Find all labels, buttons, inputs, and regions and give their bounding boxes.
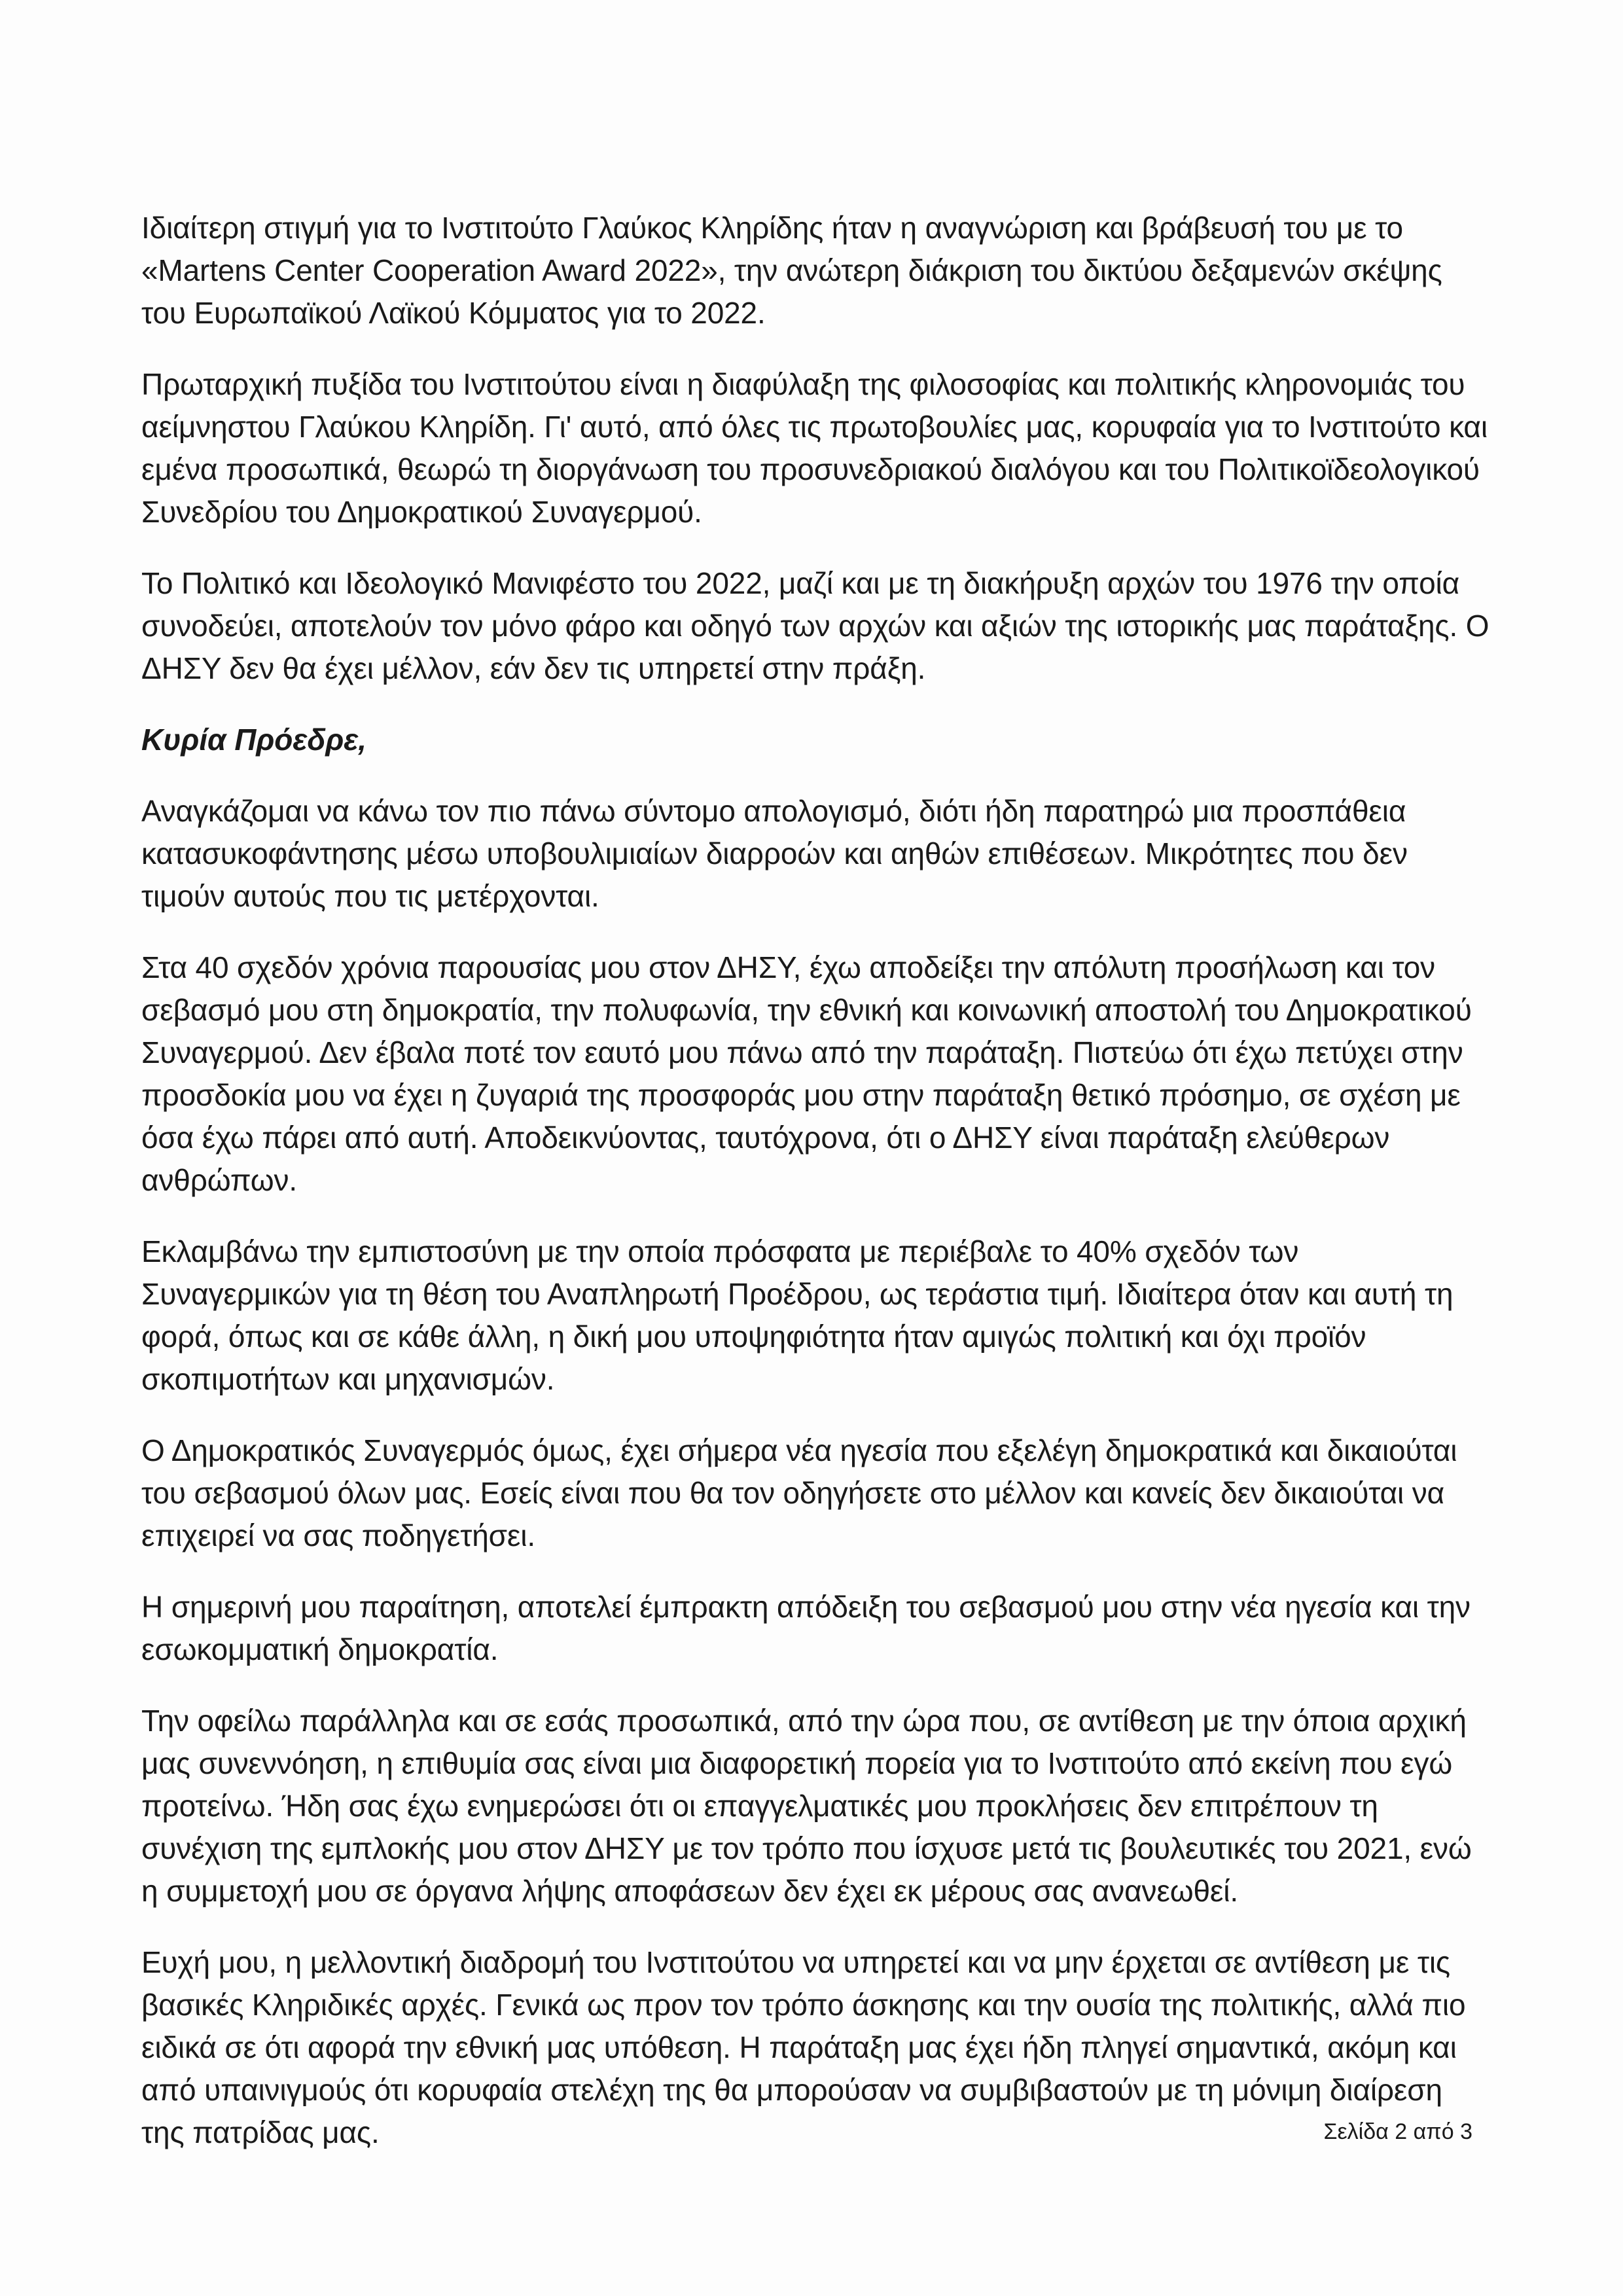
paragraph-resignation: Η σημερινή μου παραίτηση, αποτελεί έμπρακτη απόδειξη του σεβασμού μου στην νέα ηγεσία και την εσωκομματική δημοκρατία. — [141, 1590, 1471, 1666]
paragraph-trust: Εκλαμβάνω την εμπιστοσύνη με την οποία πρόσφατα με περιέβαλε το 40% σχεδόν των Συναγερμικών για τη θέση του Αναπληρωτή Προέδρου, ως τεράστια τιμή. Ιδιαίτερα όταν και αυτή τη φορά, όπως και σε κάθε άλλη, η δική μου υποψηφιότητα ήταν αμιγώς πολιτική και όχι προϊόν σκοπιμοτήτων και μηχανισμών. — [141, 1234, 1454, 1396]
paragraph-award: Ιδιαίτερη στιγμή για το Ινστιτούτο Γλαύκος Κληρίδης ήταν η αναγνώριση και βράβευσή του με το «Martens Center Cooperation Award 2022», την ανώτερη διάκριση του δικτύου δεξαμενών σκέψης του Ευρωπαϊκού Λαϊκού Κόμματος για το 2022. — [141, 211, 1442, 330]
letter-body — [141, 207, 1489, 2183]
paragraph-40-years: Στα 40 σχεδόν χρόνια παρουσίας μου στον ΔΗΣΥ, έχω αποδείξει την απόλυτη προσήλωση και τον σεβασμό μου στη δημοκρατία, την πολυφωνία, την εθνική και κοινωνική αποστολή του Δημοκρατικού Συναγερμού. Δεν έβαλα ποτέ τον εαυτό μου πάνω από την παράταξη. Πιστεύω ότι έχω πετύχει στην προσδοκία μου να έχει η ζυγαριά της προσφοράς μου στην παράταξη θετικό πρόσημο, σε σχέση με όσα έχω πάρει από αυτή. Αποδεικνύοντας, ταυτόχρονα, ότι ο ΔΗΣΥ είναι παράταξη ελεύθερων ανθρώπων. — [141, 950, 1472, 1197]
page-number: Σελίδα 2 από 3 — [1323, 2119, 1472, 2144]
paragraph-manifesto: Το Πολιτικό και Ιδεολογικό Μανιφέστο του 2022, μαζί και με τη διακήρυξη αρχών του 1976 την οποία συνοδεύει, αποτελούν τον μόνο φάρο και οδηγό των αρχών και αξιών της ιστορικής μας παράταξης. Ο ΔΗΣΥ δεν θα έχει μέλλον, εάν δεν τις υπηρετεί στην πράξη. — [141, 566, 1489, 685]
paragraph-personal: Την οφείλω παράλληλα και σε εσάς προσωπικά, από την ώρα που, σε αντίθεση με την όποια αρχική μας συνεννόηση, η επιθυμία σας είναι μια διαφορετική πορεία για το Ινστιτούτο από εκείνη που εγώ προτείνω. Ήδη σας έχω ενημερώσει ότι οι επαγγελματικές μου προκλήσεις δεν επιτρέπουν τη συνέχιση της εμπλοκής μου στον ΔΗΣΥ με τον τρόπο που ίσχυσε μετά τις βουλευτικές του 2021, ενώ η συμμετοχή μου σε όργανα λήψης αποφάσεων δεν έχει εκ μέρους σας ανανεωθεί. — [141, 1704, 1472, 1908]
paragraph-wish: Ευχή μου, η μελλοντική διαδρομή του Ινστιτούτου να υπηρετεί και να μην έρχεται σε αντίθεση με τις βασικές Κληριδικές αρχές. Γενικά ως προν τον τρόπο άσκησης και την ουσία της πολιτικής, αλλά πιο ειδικά σε ότι αφορά την εθνική μας υπόθεση. Η παράταξη μας έχει ήδη πληγεί σημαντικά, ακόμη και από υπαινιγμούς ότι κορυφαία στελέχη της θα μπορούσαν να συμβιβαστούν με τη μόνιμη διαίρεση της πατρίδας μας. — [141, 1945, 1466, 2149]
paragraph-review: Αναγκάζομαι να κάνω τον πιο πάνω σύντομο απολογισμό, διότι ήδη παρατηρώ μια προσπάθεια κατασυκοφάντησης μέσω υποβουλιμιαίων διαρροών και αηθών επιθέσεων. Μικρότητες που δεν τιμούν αυτούς που τις μετέρχονται. — [141, 794, 1408, 913]
paragraph-new-leadership: Ο Δημοκρατικός Συναγερμός όμως, έχει σήμερα νέα ηγεσία που εξελέγη δημοκρατικά και δικαιούται του σεβασμού όλων μας. Εσείς είναι που θα τον οδηγήσετε στο μέλλον και κανείς δεν δικαιούται να επιχειρεί να σας ποδηγετήσει. — [141, 1433, 1457, 1552]
paragraph-compass: Πρωταρχική πυξίδα του Ινστιτούτου είναι η διαφύλαξη της φιλοσοφίας και πολιτικής κληρονομιάς του αείμνηστου Γλαύκου Κληρίδη. Γι' αυτό, από όλες τις πρωτοβουλίες μας, κορυφαία για το Ινστιτούτο και εμένα προσωπικά, θεωρώ τη διοργάνωση του προσυνεδριακού διαλόγου και του Πολιτικοϊδεολογικού Συνεδρίου του Δημοκρατικού Συναγερμού. — [141, 367, 1488, 529]
salutation: Κυρία Πρόεδρε, — [141, 723, 367, 757]
